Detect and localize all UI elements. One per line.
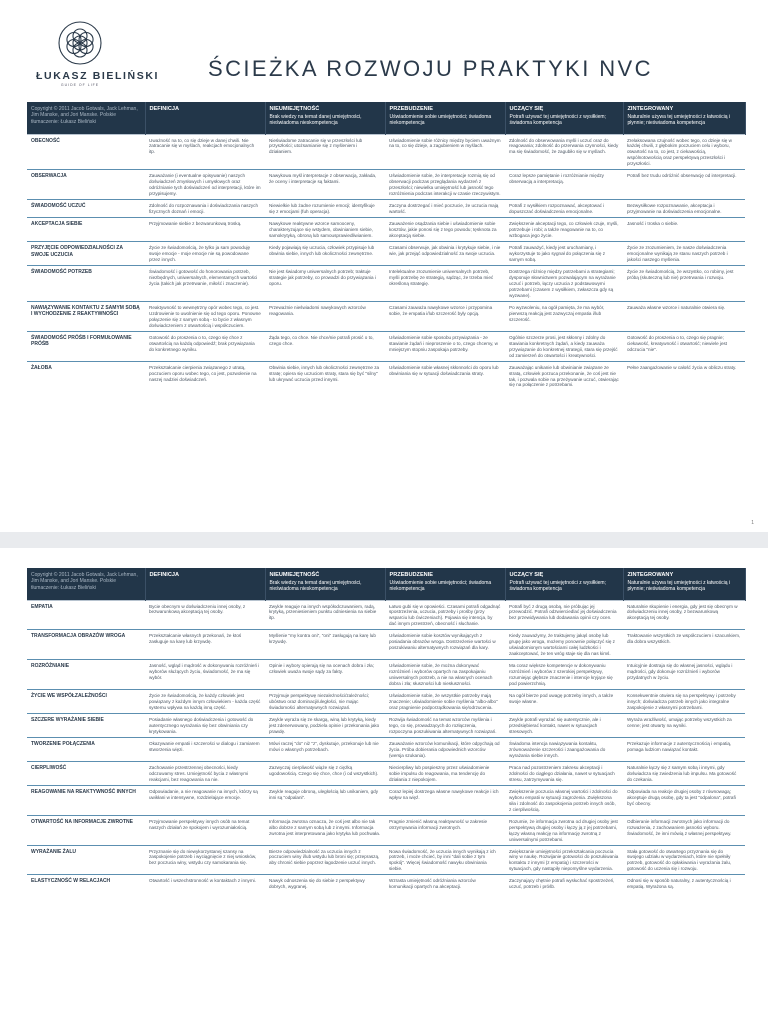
column-description: Uświadomienie sobie umiejętności; świadoma niekompetencja — [389, 579, 492, 593]
learning-cell: Potrafi być z drugą osobą, nie próbując jej przewodzić. Potrafi odzwierciedlać jej doświadczenia bez przewidywania lub dodawania opinii czy ocen. — [505, 600, 623, 630]
skill-name: ŻAŁOBA — [27, 361, 145, 390]
learning-cell: Coraz lepsze pamiętanie i rozróżnianie między obserwacją a interpretacją. — [505, 170, 623, 200]
definition-cell: Odpowiadanie, a nie reagowanie na innych, którzy są uwikłani w intensywne, rozdzielające emocje. — [145, 785, 265, 815]
integrated-cell: Odbieranie informacji zwrotnych jako informacji do rozważenia, z zachowaniem jasności wyboru. Świadomość, że inni mówią z własnej perspektywy. — [623, 815, 745, 845]
column-header-zintegrowany — [623, 102, 745, 134]
column-header-nieumiejetnosc — [265, 568, 385, 600]
learning-cell: Rozumie, że informacja zwrotna od drugiej osoby jest perspektywą drugiej osoby i łączy ją z jej potrzebami, łączy własną reakcję na informację zwrotną z uniwersalnymi potrzebami. — [505, 815, 623, 845]
awakening-cell: Intelektualne zrozumienie uniwersalnych potrzeb, myśli potrzebę ze strategią, sądząc, że trzeba mieć określoną strategię. — [385, 265, 505, 301]
column-header-definicja — [145, 102, 265, 134]
awakening-cell: Uświadomienie sobie własnej skłonności do oporu lub obwiniania się w sytuacji doświadczania straty. — [385, 361, 505, 390]
awakening-cell: Uświadomienie sobie kosztów wynikających z posiadania obrazów wroga. Dostrzeżenie wartości w poszukiwaniu alternatywnych rozwiązań dla kary. — [385, 630, 505, 660]
column-header-przebudzenie — [385, 102, 505, 134]
definition-cell: Zauważanie (i eventualne opisywanie) naszych doświadczeń zmysłowych i umysłowych oraz odróżnianie tych doświadczeń od interpretacji, które im przypisujemy. — [145, 170, 265, 200]
brand-logo — [36, 20, 160, 87]
table-row — [27, 785, 745, 815]
copyright-notice: Copyright © 2011 Jacob Gotwals, Jack Lehman, Jim Manske, and Jori Manske. Polskie tłumaczenie: Łukasz Bieliński — [27, 568, 145, 600]
table-row — [27, 737, 745, 761]
skill-name: PRZYJĘCIE ODPOWIEDZIALNOŚCI ZA SWOJE UCZUCIA — [27, 242, 145, 266]
unawareness-cell: Opinie i wybory opierają się na ocenach dobra i zła; człowiek uważa swoje sądy za fakty. — [265, 660, 385, 690]
definition-cell: Otwartość i wszechstronność w kontaktach z innymi. — [145, 875, 265, 892]
integrated-cell: Jasność i troska o siebie. — [623, 218, 745, 242]
learning-cell: Na ogół bierze pod uwagę potrzeby innych, a także swoje własne. — [505, 690, 623, 714]
learning-cell: Świadoma intencja nawiązywania kontaktu, zrównoważenie szczerości i zaangażowania do wyrażania siebie innych. — [505, 737, 623, 761]
integrated-cell: Odnosi się w sposób naturalny, z autentycznością i empatią. Wyrażona są. — [623, 875, 745, 892]
skill-name: TRANSFORMACJA OBRAZÓW WROGA — [27, 630, 145, 660]
definition-cell: Przyjmowanie perspektywy innych osób na temat naszych działań ze spokojem i wyrozumiałością. — [145, 815, 265, 845]
table-row — [27, 815, 745, 845]
table-row — [27, 761, 745, 785]
column-title: ZINTEGROWANY — [627, 106, 674, 112]
definition-cell: Jasność, wgląd i mądrość w dokonywaniu rozróżnień i wyborów służących życiu, świadomość, że ma się wybór. — [145, 660, 265, 690]
integrated-cell: Gotowość do proszenia o to, czego się pragnie; ciekawość, kreatywność i otwartość; niewiele jest odczucia "nie". — [623, 331, 745, 361]
learning-cell: Po wyzwoleniu, na ogół pamięta, że ma wybór, pierwszą reakcją jest zazwyczaj empatia i/lub szczerość. — [505, 301, 623, 331]
column-title: NIEUMIEJĘTNOŚĆ — [269, 572, 320, 578]
table-row — [27, 265, 745, 301]
unawareness-cell: Myślenie "my kontra oni", "oni" zasługują na karę lub krzywdę. — [265, 630, 385, 660]
table-row — [27, 242, 745, 266]
learning-cell: Zauważając unikanie lub obwinianie związane ze stratą, człowiek porzuca przekonanie, że coś jest nie tak, i pozwala sobie na przeżywanie uczuć, otwierając się na połączenie z potrzebami. — [505, 361, 623, 390]
definition-cell: Zdolność do rozpoznawania i doświadczania naszych fizycznych doznań i emocji. — [145, 200, 265, 218]
awakening-cell: Uświadomienie sobie, że interpretacje rozmią się od obserwacji podczas przeglądania wydarzeń z przeszłości; niewielka umiejętność lub jasność tego rozróżnienia podczas interakcji w czasie rzeczywistym. — [385, 170, 505, 200]
awakening-cell: Niecierpliwy lub pospieszny przez uświadomienie sobie impulsu do reagowania, ma tendencję do działania z niepokojem. — [385, 761, 505, 785]
skill-name: OTWARTOŚĆ NA INFORMACJE ZWROTNE — [27, 815, 145, 845]
integrated-cell: Zrelaksowana czujność wobec tego, co dzieje się w każdej chwili, z głębokim poczuciem celu i wyboru, otwartość na to, co jest, z ciekawością, wspólnotowością oraz perspektywą przeszłości i przyszłości. — [623, 134, 745, 170]
awakening-cell: Pragnie zmienić własną reaktywność w zakresie otrzymywania informacji zwrotnych. — [385, 815, 505, 845]
unawareness-cell: Przeważnie nieświadomi nawykowych wzorców reagowania. — [265, 301, 385, 331]
awakening-cell: Czasami obserwuje, jak obwinia i krytykuje siebie, i nie wie, jak przejąć odpowiedzialność za swoje uczucia. — [385, 242, 505, 266]
table-row — [27, 714, 745, 738]
unawareness-cell: Przyjmuje perspektywę niezależności/zależności; ubóstwo oraz dominacji/uległości, nie mając świadomości alternatywnych rozwiązań. — [265, 690, 385, 714]
column-description: Naturalnie używa tej umiejętności z łatwością i płynnie; nieświadoma kompetencja — [627, 579, 731, 593]
definition-cell: Gotowość do proszenia o to, czego się chce z otwartością na każdą odpowiedź; brak przywiązania do konkretnego wyniku. — [145, 331, 265, 361]
awakening-cell: Łatwo gubi się w opowieści. Czasami potrafi odgadnąć spostrzeżenia, uczucia, potrzeby i prośby (przy wsparciu lub ćwiczeniach). Pojawia się intencja, by dać innym przestrzeń, obecność i słuchanie. — [385, 600, 505, 630]
table-row — [27, 875, 745, 892]
unawareness-cell: Obwinia siebie, innych lub okoliczności zewnętrzne za stratę; opiera się uczuciom straty, stara się być "silny" lub ukrywać uczucia przed innymi. — [265, 361, 385, 390]
integrated-cell: Stała gotowość do otwartego przyznania się do swojego udziału w wydarzeniach, które nie spełniły potrzeb, gotowość do opłakiwania i wyrażania żalu, gotowość do uczenia się i rozwoju. — [623, 845, 745, 875]
learning-cell: Zwiększenie poczucia własnej wartości i zdolności do wyboru empatii w sytuacji zagrożenia. Zwiększona siła i zdolność do zaspokojenia potrzeb innych osób, z cierpliwością. — [505, 785, 623, 815]
skill-name: ŻYCIE WE WSPÓŁZALEŻNOŚCI — [27, 690, 145, 714]
definition-cell: Zachowanie przestrzennej obecności, kiedy odczuwamy stres. Umiejętność bycia z własnymi reakcjami, bez reagowania na nie. — [145, 761, 265, 785]
flower-of-life-icon — [57, 20, 103, 66]
definition-cell: Przekształcanie cierpienia związanego z utratą, poczuciem oporu wobec tego, co jest, pozwolenie na naszej nadziei doświadczeń. — [145, 361, 265, 390]
integrated-cell: Bezwysiłkowe rozpoznawanie, akceptacja i przyjmowanie na doświadczenia emocjonalne. — [623, 200, 745, 218]
skills-table-1 — [27, 102, 746, 390]
column-header-uczacy — [505, 568, 623, 600]
learning-cell: Dostrzega różnicę między potrzebami a strategiami; dysponuje słownictwem pozwalającym na wyrażanie uczuć i potrzeb, łączy uczucia z podstawowymi potrzebami (czasem z wysiłkiem, zwłaszcza gdy są wyzwane). — [505, 265, 623, 301]
skill-name: ŚWIADOMOŚĆ UCZUĆ — [27, 200, 145, 218]
brand-name: ŁUKASZ BIELIŃSKI — [36, 70, 160, 82]
skill-name: OBSERWACJA — [27, 170, 145, 200]
unawareness-cell: Nawykowe reaktywne wzorce samooceny, charakteryzujące się wstydem, obwinianiem siebie, samokrytyką, obroną lub samousprawiedliwianiem. — [265, 218, 385, 242]
learning-cell: Zwiększanie umiejętności przekształcania poczucia winy w naukę. Rozwijanie gotowości do poszukiwania kontaktu z innymi (z empatią) i szczerości w sytuacjach, gdy nastąpiły niepomyślne wydarzenia. — [505, 845, 623, 875]
definition-cell: Bycie obecnym w doświadczeniu innej osoby, z bezwarunkową akceptacją tej osoby. — [145, 600, 265, 630]
integrated-cell: Potrafi bez trudu odróżnić obserwację od interpretacji. — [623, 170, 745, 200]
column-header-nieumiejetnosc — [265, 102, 385, 134]
column-description: Brak wiedzy na temat danej umiejętności, nieświadoma nieskompetencja — [269, 113, 362, 127]
unawareness-cell: Nawyk odnoszenia się do siebie z perspektywy dobrych, wygranej. — [265, 875, 385, 892]
learning-cell: Zwykle potrafi wyrażać się autentycznie, ale i przedsiębierać kontakt, nawet w sytuacjach stresowych. — [505, 714, 623, 738]
table-row — [27, 630, 745, 660]
column-description: Potrafi używać tej umiejętności z wysiłkiem; świadoma kompetencja — [509, 113, 606, 127]
definition-cell: Przyznanie się do niewykorzystanej szansy na zaspokojenie potrzeb i wyciągnięcie z niej wniosków, bez poczucia winy, wstydu czy samokarania się. — [145, 845, 265, 875]
skill-name: ELASTYCZNOŚĆ W RELACJACH — [27, 875, 145, 892]
table-row — [27, 845, 745, 875]
column-title: UCZĄCY SIĘ — [509, 106, 544, 112]
definition-cell: Życie ze świadomością, że każdy człowiek jest powiązany z każdym innym człowiekiem - każda część systemu wpływa na każdą inną część. — [145, 690, 265, 714]
table-row — [27, 660, 745, 690]
column-title: DEFINICJA — [149, 572, 180, 578]
table-row — [27, 331, 745, 361]
integrated-cell: Naturalnie łączy się z samym sobą i innymi, gdy doświadcza się zwiedzenia lub impulsu. Ma gotowość do czekania. — [623, 761, 745, 785]
integrated-cell: Naturalnie skupienie i energia, gdy jest się obecnym w doświadczeniu innej osoby, z bezwarunkową akceptacją tej osoby. — [623, 600, 745, 630]
definition-cell: Przekształcanie własnych przekonań, że ktoś zasługuje na karę lub krzywdę. — [145, 630, 265, 660]
learning-cell: Ma coraz większe kompetencje w dokonywaniu rozróżnień i wyborów z szerokiej perspektywy, rozumiejąc głębsze znaczenie i intencje kryjące się pod powierzchnią. — [505, 660, 623, 690]
integrated-cell: Pełne zaangażowanie w całość życia w obliczu straty. — [623, 361, 745, 390]
learning-cell: Potrafi zauważyć, kiedy jest uruchamiany, i wykorzystuje to jako sygnał do połączenia się z samym sobą. — [505, 242, 623, 266]
table-row — [27, 134, 745, 170]
table-row — [27, 361, 745, 390]
learning-cell: Praca nad pozostrzeniem zakresu akceptacji i zdolności do ciągłego działania, nawet w sytuacjach stresu, zatrzymywania się. — [505, 761, 623, 785]
skill-name: EMPATIA — [27, 600, 145, 630]
integrated-cell: Wyraża wrażliwość, umając potrzeby wszystkich za cenne; jest otwarty na wyniki. — [623, 714, 745, 738]
integrated-cell: Przekazuje informacje z autentycznością i empatią, pomaga ludziom nawiązać kontakt. — [623, 737, 745, 761]
brand-tagline: GUIDE OF LIFE — [60, 83, 100, 87]
column-title: UCZĄCY SIĘ — [509, 572, 544, 578]
unawareness-cell: Zwykle reaguje na innych współodczuwaniem, radą, krytyką, przeniesieniem punktu odniesienia na siebie itp. — [265, 600, 385, 630]
skill-name: REAGOWANIE NA REAKTYWNOŚĆ INNYCH — [27, 785, 145, 815]
definition-cell: Świadomość i gotowość do honorowania potrzeb, niezbędnych, uniwersalnych, elementarnych wartości życia (takich jak przetrwanie, miłość i znaczenie). — [145, 265, 265, 301]
column-title: ZINTEGROWANY — [627, 572, 674, 578]
awakening-cell: Rozwija świadomość na temat wzorców myślenia i tego, co się, prowadzących do rozłączenia, rozpoczyna poszukiwania alternatywnych rozwiązań. — [385, 714, 505, 738]
table-row — [27, 218, 745, 242]
page-number: 1 — [751, 520, 754, 526]
column-title: NIEUMIEJĘTNOŚĆ — [269, 106, 320, 112]
table-body — [27, 134, 745, 390]
awakening-cell: Uświadomienie sobie, że wszystkie potrzeby mają znaczenie; uświadomienie sobie myślenia "albo-albo" oraz pragnienie podporządkowania się/odrzucenia. — [385, 690, 505, 714]
unawareness-cell: Bierze odpowiedzialność za uczucia innych z poczuciem winy i/lub wstydu lub broni się; przepraszą, aby chronić siebie poprzez łagodzenie uczuć innych. — [265, 845, 385, 875]
column-header-uczacy — [505, 102, 623, 134]
unawareness-cell: Mówi raczej "do" niż "z", dyskutuje, przekonuje lub nie mówi o własnych potrzebach. — [265, 737, 385, 761]
unawareness-cell: Niewielkie lub żadne rozumienie emocji; identyfikuje się z emocjami (fuh operacja). — [265, 200, 385, 218]
awakening-cell: Coraz lepiej dostrzega własne nawykowe reakcje i ich wpływ na więź. — [385, 785, 505, 815]
definition-cell: Przyjmowanie siebie z bezwarunkową troską. — [145, 218, 265, 242]
table-row — [27, 690, 745, 714]
table-row — [27, 600, 745, 630]
skill-name: ŚWIADOMOŚĆ PRÓŚB I FORMUŁOWANIE PRÓŚB — [27, 331, 145, 361]
integrated-cell: Intuicyjnie dostraja się do własnej jasności, wglądu i mądrości, gdy dokonuje rozróżnień i wyborów przydatnych w życiu. — [623, 660, 745, 690]
unawareness-cell: Informacja zwrotna oznacza, że coś jest albo nie tak albo dobrze z samym sobą lub z innymi. Informacja zwrotna jest interpretowana jako krytyka lub pochwała. — [265, 815, 385, 845]
column-header-zintegrowany — [623, 568, 745, 600]
awakening-cell: Zauważenie osądzania siebie i uświadomienie sobie kosztów, jakie ponosi się z tego powodu; tęsknota za akceptacją siebie. — [385, 218, 505, 242]
skill-name: AKCEPTACJA SIEBIE — [27, 218, 145, 242]
integrated-cell: Odpowiada na reakcje drugiej osoby z równowagą; akceptuje drugą osobę, gdy ta jest "odpalona", potrafi być obecny. — [623, 785, 745, 815]
column-description: Naturalnie używa tej umiejętności z łatwością i płynnie; nieświadoma kompetencja — [627, 113, 731, 127]
learning-cell: Ogólnie szczerze prosi, jest skłonny i zdolny do stawiania konkretnych żądań, a kiedy zauważa przywiązanie do konkretnej strategii, stara się przejść od zamierzeń do otwartości i kreatywności. — [505, 331, 623, 361]
unawareness-cell: Kiedy pojawiają się uczucia, człowiek przypisuje lub obwinia siebie, innych lub okoliczności zewnętrzne. — [265, 242, 385, 266]
column-description: Potrafi używać tej umiejętności z wysiłkiem; świadoma kompetencja — [509, 579, 606, 593]
awakening-cell: Wzrasta umiejętność odróżniania wzorców komunikacji opartych na akceptacji. — [385, 875, 505, 892]
definition-cell: Okazywanie empatii i szczerości w dialogu i zamiarem stworzenia więzi. — [145, 737, 265, 761]
column-title: DEFINICJA — [149, 106, 180, 112]
table-header-row — [27, 102, 745, 134]
column-title: PRZEBUDZENIE — [389, 106, 434, 112]
unawareness-cell: Nawykowa myśl interpretacje z obserwacją, zakłada, że oceny i interpretacje są faktami. — [265, 170, 385, 200]
definition-cell: Posiadanie własnego doświadczenia i gotowość do autentycznego wyrażania się bez obwiniania czy krytykowania. — [145, 714, 265, 738]
skill-name: ROZRÓŻNIANIE — [27, 660, 145, 690]
unawareness-cell: Zwykle wyraża się ze skargą, winą lub krytyką, kiedy jest zdenerwowany, podziela opinie i przekonania jako prawdę. — [265, 714, 385, 738]
unawareness-cell: Żąda tego, co chce. Nie chce/nie potrafi prosić o to, czego chce. — [265, 331, 385, 361]
column-description: Uświadomienie sobie umiejętności; świadoma niekompetencja — [389, 113, 492, 127]
skill-name: ŚWIADOMOŚĆ POTRZEB — [27, 265, 145, 301]
document-title: ŚCIEŻKA ROZWOJU PRAKTYKI NVC — [208, 56, 653, 81]
awakening-cell: Czasami zauważa nawykowe wzorce i przypomina sobie, że empatia i/lub szczerość były opcją. — [385, 301, 505, 331]
learning-cell: Potrafi z wysiłkiem rozpoznawać, akceptować i dopuszczać doświadczenia emocjonalne. — [505, 200, 623, 218]
table-header-row — [27, 568, 745, 600]
definition-cell: Reaktywność to wewnętrzny opór wobec tego, co jest. Uzdrowienie to uwolnienie się od tego oporu. Ponowne połączenie się z samym sobą - to bycie z własnym doświadczeniem z otwartością i współczuciem. — [145, 301, 265, 331]
unawareness-cell: Zazwyczaj cierpliwość wiąże się z ciężką ugodowością. Czego się chce, chce (i od wszystkich). — [265, 761, 385, 785]
learning-cell: Zwiększenie akceptacji tego, co człowiek czuje, myśli, potrzebuje i robi; a także reagowanie na to, co wzbogaca jego życie. — [505, 218, 623, 242]
table-row — [27, 301, 745, 331]
table-row — [27, 200, 745, 218]
awakening-cell: Zauważanie wzorców komunikacji, które odpychają od życia. Próba dobierania odpowiednich wzorców (wersja szukania). — [385, 737, 505, 761]
skills-table-2 — [27, 568, 746, 892]
table-body — [27, 600, 745, 892]
copyright-notice: Copyright © 2011 Jacob Gotwals, Jack Lehman, Jim Manske, and Jori Manske. Polskie tłumaczenie: Łukasz Bieliński — [27, 102, 145, 134]
integrated-cell: Życie ze zrozumieniem, że nasze doświadczenia emocjonalne wynikają ze stanu naszych potrzeb i jakości naszego myślenia. — [623, 242, 745, 266]
learning-cell: Kiedy zauważymy, że traktujemy jakąś osobę lub grupę jako wroga, możemy ponownie połączyć się z uświadomionym wartościami całej ludzkości i zaakceptować, że ten wróg staje się dla nas kimś. — [505, 630, 623, 660]
awakening-cell: Nowa świadomość, że uczucia innych wynikają z ich potrzeb, i może chcieć, by inni "dali sobie z tym spokój". Więcej świadomość nawyku obwiniania siebie. — [385, 845, 505, 875]
skill-name: OBECNOŚĆ — [27, 134, 145, 170]
unawareness-cell: Nie jest świadomy uniwersalnych potrzeb; traktuje strategie jak potrzeby, co prowadzi do przywiązania i oporu. — [265, 265, 385, 301]
column-header-definicja — [145, 568, 265, 600]
integrated-cell: Traktowanie wszystkich ze współczuciem i szacunkiem, dla dobra wszystkich. — [623, 630, 745, 660]
unawareness-cell: Zwykle reaguje obroną, uległością lub unikaniem, gdy inni są "odpalani". — [265, 785, 385, 815]
learning-cell: Zaczynający chętnie potrafi wysłuchać spostrzeżeń, uczuć, potrzeb i próśb. — [505, 875, 623, 892]
skill-name: WYRAŻANIE ŻALU — [27, 845, 145, 875]
column-title: PRZEBUDZENIE — [389, 572, 434, 578]
integrated-cell: Zauważa własne wzorce i naturalnie otwiera się. — [623, 301, 745, 331]
integrated-cell: Życie ze świadomością, że wszystko, co robimy, jest próbą (skuteczną lub nie) przetrwania i rozwoju. — [623, 265, 745, 301]
awakening-cell: Uświadomienie sobie sposobu przywiązania - ze stawianie żądań i nieproszenie o to, czego chcemy, w mniejszym stopniu zaspokaja potrzeby. — [385, 331, 505, 361]
table-row — [27, 170, 745, 200]
definition-cell: Uważność na to, co się dzieje w danej chwili. Nie zatracanie się w myślach, reakcjach emocjonalnych itp. — [145, 134, 265, 170]
skill-name: NAWIĄZYWANIE KONTAKTU Z SAMYM SOBĄ I WYCHODZENIE Z REAKTYWNOŚCI — [27, 301, 145, 331]
awakening-cell: Uświadomienie sobie, że można dokonywać rozróżnień i wyborów opartych na zaspokajaniu uniwersalnych potrzeb, a nie na własnych ocenach dobra i zła; słuszności lub niesłuszności. — [385, 660, 505, 690]
learning-cell: Zdolność do obserwowania myśli i uczuć oraz do reagowania; zdolność do przerwania czynności, kiedy ma się świadomość, że zagubiło się w myślach. — [505, 134, 623, 170]
definition-cell: Życie ze świadomością, że tylko ja sam powoduję swoje emocje - moje emocje nie są powodowane przez innych. — [145, 242, 265, 266]
page-two — [0, 548, 768, 1024]
skill-name: SZCZERE WYRAŻANIE SIEBIE — [27, 714, 145, 738]
column-description: Brak wiedzy na temat danej umiejętności, nieświadoma nieskompetencja — [269, 579, 362, 593]
unawareness-cell: Nieświadome zatracanie się w przeszłości lub przyszłości; utożsamianie się z myśleniem i działaniem. — [265, 134, 385, 170]
integrated-cell: Konsekwentnie otwiera się na perspektywy i potrzeby innych; doświadcza potrzeb innych jako integralne zaspokojenie z własnymi potrzebami. — [623, 690, 745, 714]
skill-name: TWORZENIE POŁĄCZENIA — [27, 737, 145, 761]
awakening-cell: Uświadomienie sobie różnicy między byciem uważnym na to, co się dzieje, a zagubieniem w myślach. — [385, 134, 505, 170]
skill-name: CIERPLIWOŚĆ — [27, 761, 145, 785]
column-header-przebudzenie — [385, 568, 505, 600]
awakening-cell: Zaczyna dostrzegać i mieć poczucie, że uczucia mają wartość. — [385, 200, 505, 218]
